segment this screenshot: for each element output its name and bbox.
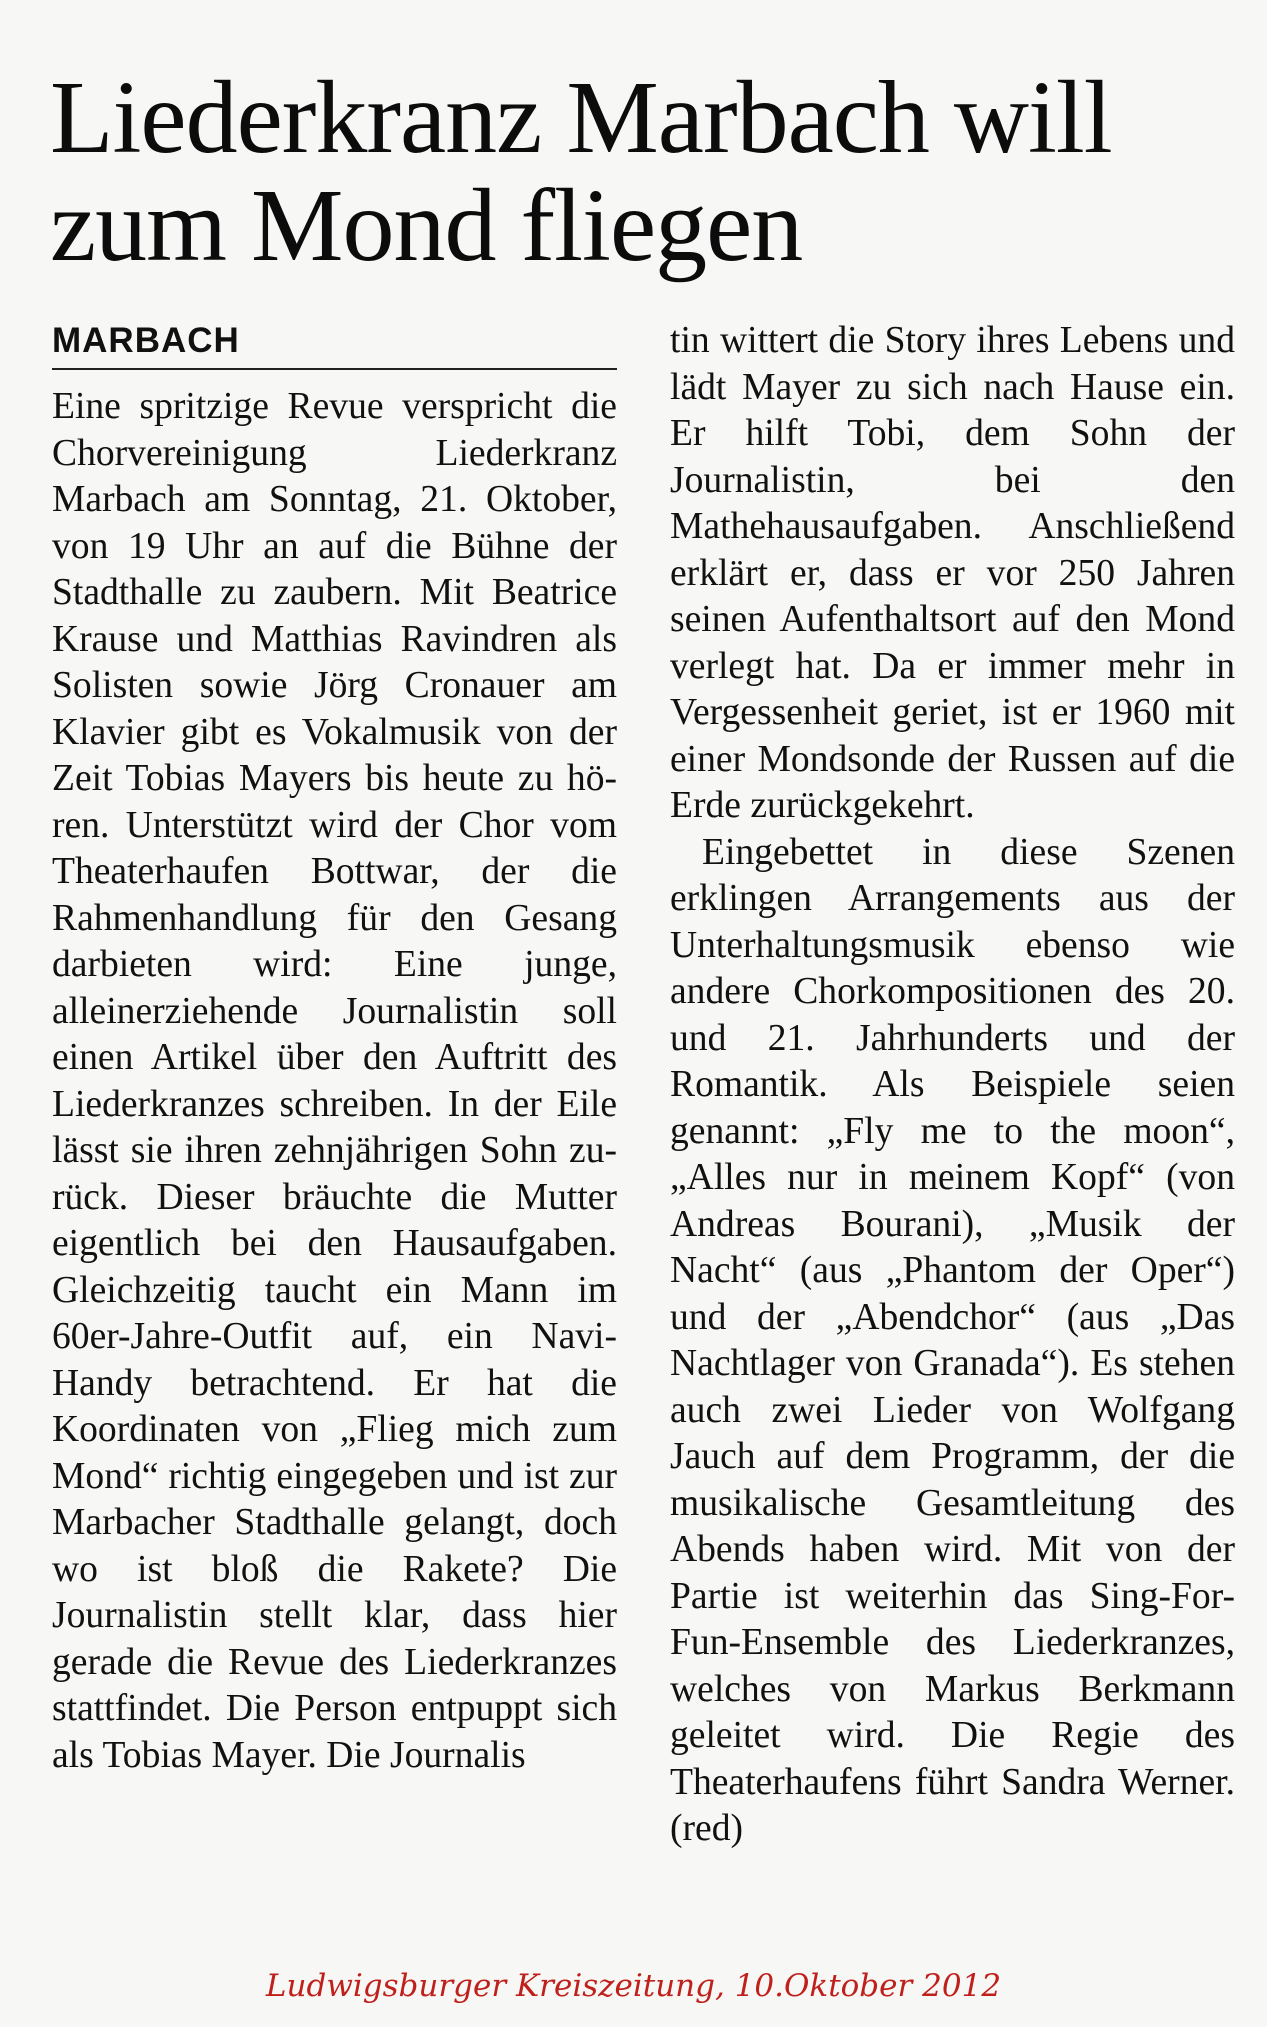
article-paragraph-1: Eine spritzige Revue verspricht die Chorvereinigung Liederkranz Marbach am Sonntag, 21. Oktober, von 19 Uhr an auf die Bühne der Stadthalle zu zaubern. Mit Beatrice Krause und Matthias Ravindren als Solisten sowie Jörg Cronauer am Klavier gibt es Vokalmusik von der Zeit Tobias Mayers bis heute zu hören. Unterstützt wird der Chor vom Theaterhaufen Bottwar, der die Rahmenhandlung für den Gesang darbieten wird: Eine junge, alleinerziehende Journalistin soll einen Artikel über den Auftritt des Liederkranzes schreiben. In der Eile lässt sie ihren zehnjährigen Sohn zurück. Dieser bräuchte die Mutter eigentlich bei den Hausaufgaben. Gleichzeitig taucht ein Mann im 60er-Jahre-Outfit auf, ein Navi-Handy betrachtend. Er hat die Koordinaten von „Flieg mich zum Mond“ richtig eingegeben und ist zur Marbacher Stadthalle gelangt, doch wo ist bloß die Rakete? Die Journalistin stellt klar, dass hier gerade die Revue des Liederkranzes stattfindet. Die Person entpuppt sich als Tobias Mayer. Die Journalis xyxy=(52,386,617,1776)
article-column-right xyxy=(670,318,1235,1853)
article-paragraph-2: Eingebettet in diese Szenen erklingen Arrangements aus der Unterhaltungsmusik ebenso wie andere Chorkompositionen des 20. und 21. Jahrhunderts und der Romantik. Als Beispiele seien genannt: „Fly me to the moon“, „Alles nur in meinem Kopf“ (von Andreas Bourani), „Musik der Nacht“ (aus „Phantom der Oper“) und der „Abendchor“ (aus „Das Nachtlager von Granada“). Es stehen auch zwei Lieder von Wolfgang Jauch auf dem Programm, der die musikalische Gesamtleitung des Abends haben wird. Mit von der Partie ist weiterhin das Sing-For-Fun-Ensemble des Liederkranzes, welches von Markus Berkmann geleitet wird. Die Regie des Theaterhaufens führt Sandra Werner. (red) xyxy=(670,831,1235,1849)
article-paragraph-1-continued: tin wittert die Story ihres Lebens und lädt Mayer zu sich nach Hause ein. Er hilft Tobi, dem Sohn der Journalistin, bei den Mathehausaufgaben. Anschließend erklärt er, dass er vor 250 Jahren seinen Aufenthaltsort auf den Mond verlegt hat. Da er immer mehr in Vergessenheit geriet, ist er 1960 mit einer Mondsonde der Russen auf die Erde zurückgekehrt. xyxy=(670,320,1235,826)
article-dateline: MARBACH xyxy=(52,318,617,370)
article-column-left xyxy=(52,318,617,1779)
article-headline: Liederkranz Marbach will zum Mond fliegen xyxy=(50,60,1112,283)
source-annotation: Ludwigsburger Kreiszeitung, 10.Oktober 2012 xyxy=(265,1968,1002,2004)
